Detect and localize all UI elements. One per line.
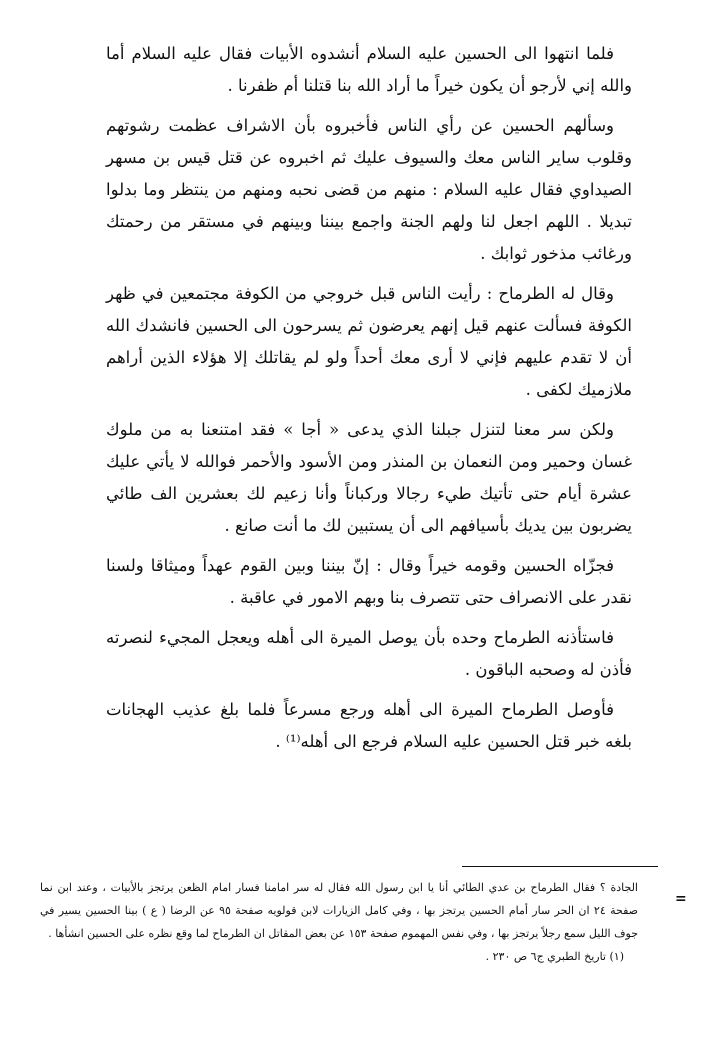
footnotes	[40, 876, 638, 968]
paragraph-3: وقال له الطرماح : رأيت الناس قبل خروجي من الكوفة مجتمعين في ظهر الكوفة فسألت عنهم قيل إنهم يعرضون ثم يسرحون الى الحسين فانشدك الله أن لا تقدم عليهم فإني لا أرى معك أحداً ولو لم يقاتلك إلا هؤلاء الذين أراهم ملازميك لكفى .	[106, 284, 632, 399]
footnote-continuation: الجادة ؟ فقال الطرماح بن عدي الطائي أنا يا ابن رسول الله فقال له سر امامنا فسار امام الظعن يرتجز بالأبيات ، وعند ابن نما صفحة ٢٤ ان الحر سار أمام الحسين يرتجز بها ، وفي كامل الزيارات لابن قولويه صفحة ٩٥ عن الرضا ( ع ) بينا الحسين يسير في جوف الليل سمع رجلاً يرتجز بها ، وفي نفس المهموم صفحة ١٥٣ عن بعض المقاتل ان الطرماح لما وقع نظره على الحسين انشأها .	[40, 881, 638, 940]
footnote-1: (١) تاريخ الطبري ج٦ ص ٢٣٠ .	[485, 950, 624, 963]
paragraph-4: ولكن سر معنا لتنزل جبلنا الذي يدعى « أجا » فقد امتنعنا به من ملوك غسان وحمير ومن النعمان بن المنذر ومن الأسود والأحمر فوالله لا يأتي عليك عشرة أيام حتى تأتيك طيء رجالا وركباناً وأنا زعيم لك بعشرين الف طائي يضربون بين يديك بأسيافهم الى أن يستبين لك ما أنت صانع .	[106, 420, 632, 535]
paragraph-5: فجزّاه الحسين وقومه خيراً وقال : إنّ بيننا وبين القوم عهداً وميثاقا ولسنا نقدر على الانصراف حتى تتصرف بنا وبهم الامور في عاقبة .	[106, 556, 632, 607]
paragraph-7: فأوصل الطرماح الميرة الى أهله ورجع مسرعاً فلما بلغ عذيب الهجانات بلغه خبر قتل الحسين عليه السلام فرجع الى أهله⁽¹⁾ .	[106, 700, 632, 751]
footnote-continuation-mark: =	[675, 891, 687, 907]
paragraph-6: فاستأذنه الطرماح وحده بأن يوصل الميرة الى أهله ويعجل المجيء لنصرته فأذن له وصحبه الباقون .	[106, 628, 632, 679]
main-text	[106, 38, 632, 766]
paragraph-1: فلما انتهوا الى الحسين عليه السلام أنشدوه الأبيات فقال عليه السلام أما والله إني لأرجو أن يكون خيراً ما أراد الله بنا قتلنا أم ظفرنا .	[106, 44, 632, 95]
paragraph-2: وسألهم الحسين عن رأي الناس فأخبروه بأن الاشراف عظمت رشوتهم وقلوب ساير الناس معك والسيوف عليك ثم اخبروه عن قتل قيس بن مسهر الصيداوي فقال عليه السلام : منهم من قضى نحبه ومنهم من ينتظر وما بدلوا تبديلا . اللهم اجعل لنا ولهم الجنة واجمع بيننا وبينهم في مستقر من رحمتك ورغائب مذخور ثوابك .	[106, 116, 632, 263]
footnote-divider	[462, 866, 658, 867]
